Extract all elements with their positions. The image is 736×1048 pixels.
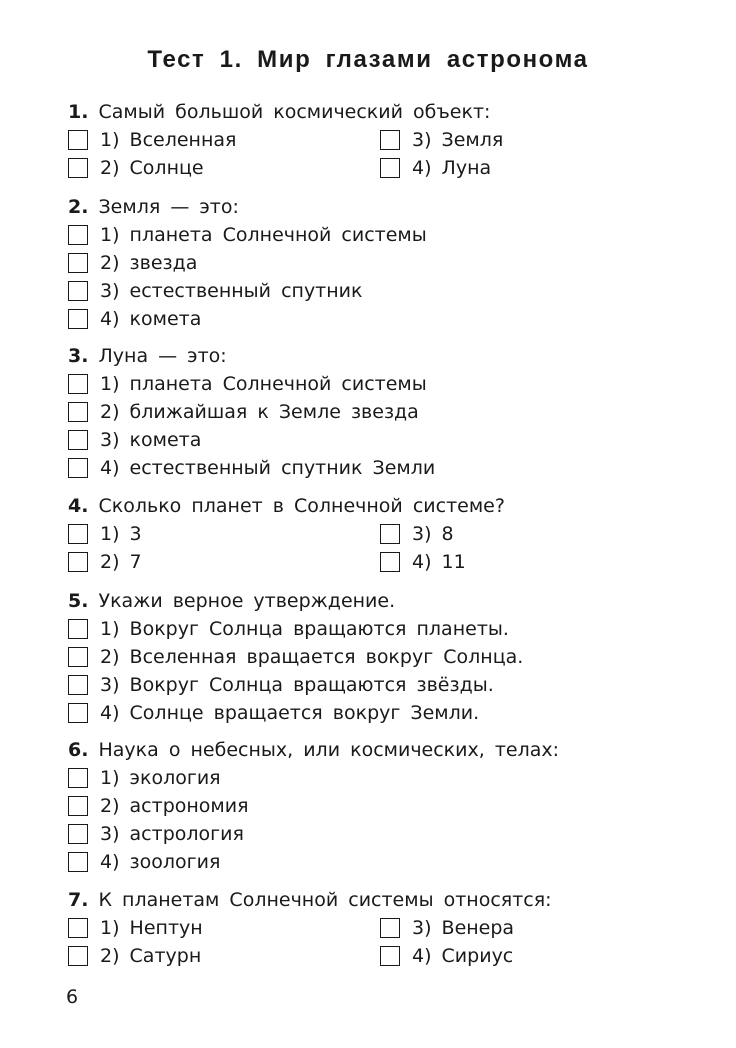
question-1 (68, 98, 708, 182)
option-label: 2) 7 (100, 551, 142, 573)
option-label: 1) планета Солнечной системы (100, 224, 427, 246)
answer-checkbox[interactable] (68, 647, 88, 667)
question-number: 6. (68, 739, 89, 761)
option-label: 4) Луна (412, 157, 492, 179)
option-label: 4) 11 (412, 551, 466, 573)
answer-checkbox[interactable] (68, 675, 88, 695)
question-2 (68, 193, 708, 333)
question-7 (68, 886, 708, 970)
option-label: 3) Земля (412, 129, 504, 151)
question-number: 4. (68, 495, 89, 517)
question-text (68, 492, 708, 520)
answer-checkbox[interactable] (380, 552, 400, 572)
option-label: 1) экология (100, 767, 221, 789)
answer-checkbox[interactable] (68, 946, 88, 966)
question-label: Сколько планет в Солнечной системе? (98, 495, 505, 517)
answer-option[interactable] (68, 221, 427, 249)
answer-option[interactable] (68, 615, 509, 643)
answer-option[interactable] (380, 520, 454, 548)
answer-checkbox[interactable] (380, 918, 400, 938)
answer-option[interactable] (68, 699, 479, 727)
answer-option[interactable] (380, 548, 466, 576)
answer-checkbox[interactable] (68, 768, 88, 788)
question-label: Наука о небесных, или космических, телах: (98, 739, 560, 761)
option-label: 4) комета (100, 308, 202, 330)
option-label: 4) естественный спутник Земли (100, 457, 436, 479)
answer-checkbox[interactable] (380, 130, 400, 150)
answer-checkbox[interactable] (68, 458, 88, 478)
question-6 (68, 736, 708, 876)
question-text (68, 98, 708, 126)
option-label: 1) Нептун (100, 917, 203, 939)
question-text (68, 886, 708, 914)
answer-checkbox[interactable] (68, 852, 88, 872)
question-text (68, 193, 708, 221)
option-label: 3) комета (100, 429, 202, 451)
question-5 (68, 587, 708, 727)
answer-checkbox[interactable] (68, 524, 88, 544)
answer-option[interactable] (68, 520, 142, 548)
option-label: 1) планета Солнечной системы (100, 373, 427, 395)
option-label: 1) 3 (100, 523, 142, 545)
answer-option[interactable] (68, 548, 142, 576)
answer-option[interactable] (68, 370, 427, 398)
answer-checkbox[interactable] (68, 309, 88, 329)
question-number: 2. (68, 196, 89, 218)
answer-option[interactable] (68, 820, 244, 848)
option-label: 2) Вселенная вращается вокруг Солнца. (100, 646, 524, 668)
option-label: 3) естественный спутник (100, 280, 363, 302)
question-3 (68, 342, 708, 482)
option-label: 2) астрономия (100, 795, 249, 817)
question-label: Луна — это: (98, 345, 227, 367)
answer-option[interactable] (68, 249, 197, 277)
answer-option[interactable] (68, 914, 203, 942)
option-label: 1) Вселенная (100, 129, 237, 151)
answer-checkbox[interactable] (68, 552, 88, 572)
answer-option[interactable] (380, 126, 503, 154)
answer-checkbox[interactable] (68, 703, 88, 723)
answer-option[interactable] (68, 848, 220, 876)
answer-option[interactable] (380, 914, 514, 942)
answer-option[interactable] (68, 792, 249, 820)
option-label: 3) Вокруг Солнца вращаются звёзды. (100, 674, 494, 696)
option-label: 3) Венера (412, 917, 515, 939)
question-number: 1. (68, 101, 89, 123)
question-number: 5. (68, 590, 89, 612)
option-label: 3) астрология (100, 823, 244, 845)
answer-checkbox[interactable] (68, 824, 88, 844)
answer-option[interactable] (68, 398, 419, 426)
answer-checkbox[interactable] (68, 281, 88, 301)
answer-checkbox[interactable] (68, 918, 88, 938)
question-label: Укажи верное утверждение. (98, 590, 396, 612)
option-label: 4) зоология (100, 851, 221, 873)
answer-option[interactable] (68, 126, 236, 154)
answer-option[interactable] (68, 154, 204, 182)
answer-checkbox[interactable] (68, 253, 88, 273)
question-4 (68, 492, 708, 576)
question-number: 3. (68, 345, 89, 367)
question-text (68, 587, 708, 615)
answer-option[interactable] (380, 942, 513, 970)
answer-checkbox[interactable] (68, 430, 88, 450)
question-label: Земля — это: (98, 196, 239, 218)
answer-checkbox[interactable] (380, 158, 400, 178)
option-label: 2) ближайшая к Земле звезда (100, 401, 419, 423)
answer-checkbox[interactable] (68, 130, 88, 150)
answer-checkbox[interactable] (380, 946, 400, 966)
option-label: 1) Вокруг Солнца вращаются планеты. (100, 618, 509, 640)
answer-option[interactable] (68, 671, 494, 699)
page-number: 6 (66, 986, 79, 1008)
answer-option[interactable] (68, 426, 201, 454)
answer-checkbox[interactable] (68, 619, 88, 639)
option-label: 2) Солнце (100, 157, 204, 179)
question-number: 7. (68, 889, 89, 911)
answer-option[interactable] (68, 454, 435, 482)
answer-checkbox[interactable] (68, 374, 88, 394)
page-title: Тест 1. Мир глазами астронома (147, 46, 589, 73)
option-label: 3) 8 (412, 523, 454, 545)
option-label: 2) звезда (100, 252, 198, 274)
answer-checkbox[interactable] (68, 158, 88, 178)
answer-option[interactable] (68, 764, 221, 792)
answer-option[interactable] (68, 942, 201, 970)
answer-option[interactable] (380, 154, 491, 182)
answer-checkbox[interactable] (380, 524, 400, 544)
option-label: 4) Солнце вращается вокруг Земли. (100, 702, 480, 724)
option-label: 4) Сириус (412, 945, 514, 967)
answer-option[interactable] (68, 305, 201, 333)
answer-option[interactable] (68, 277, 363, 305)
question-text (68, 342, 708, 370)
question-text (68, 736, 708, 764)
question-label: К планетам Солнечной системы относятся: (98, 889, 552, 911)
answer-checkbox[interactable] (68, 402, 88, 422)
question-label: Самый большой космический объект: (98, 101, 491, 123)
answer-option[interactable] (68, 643, 523, 671)
option-label: 2) Сатурн (100, 945, 202, 967)
answer-checkbox[interactable] (68, 225, 88, 245)
answer-checkbox[interactable] (68, 796, 88, 816)
